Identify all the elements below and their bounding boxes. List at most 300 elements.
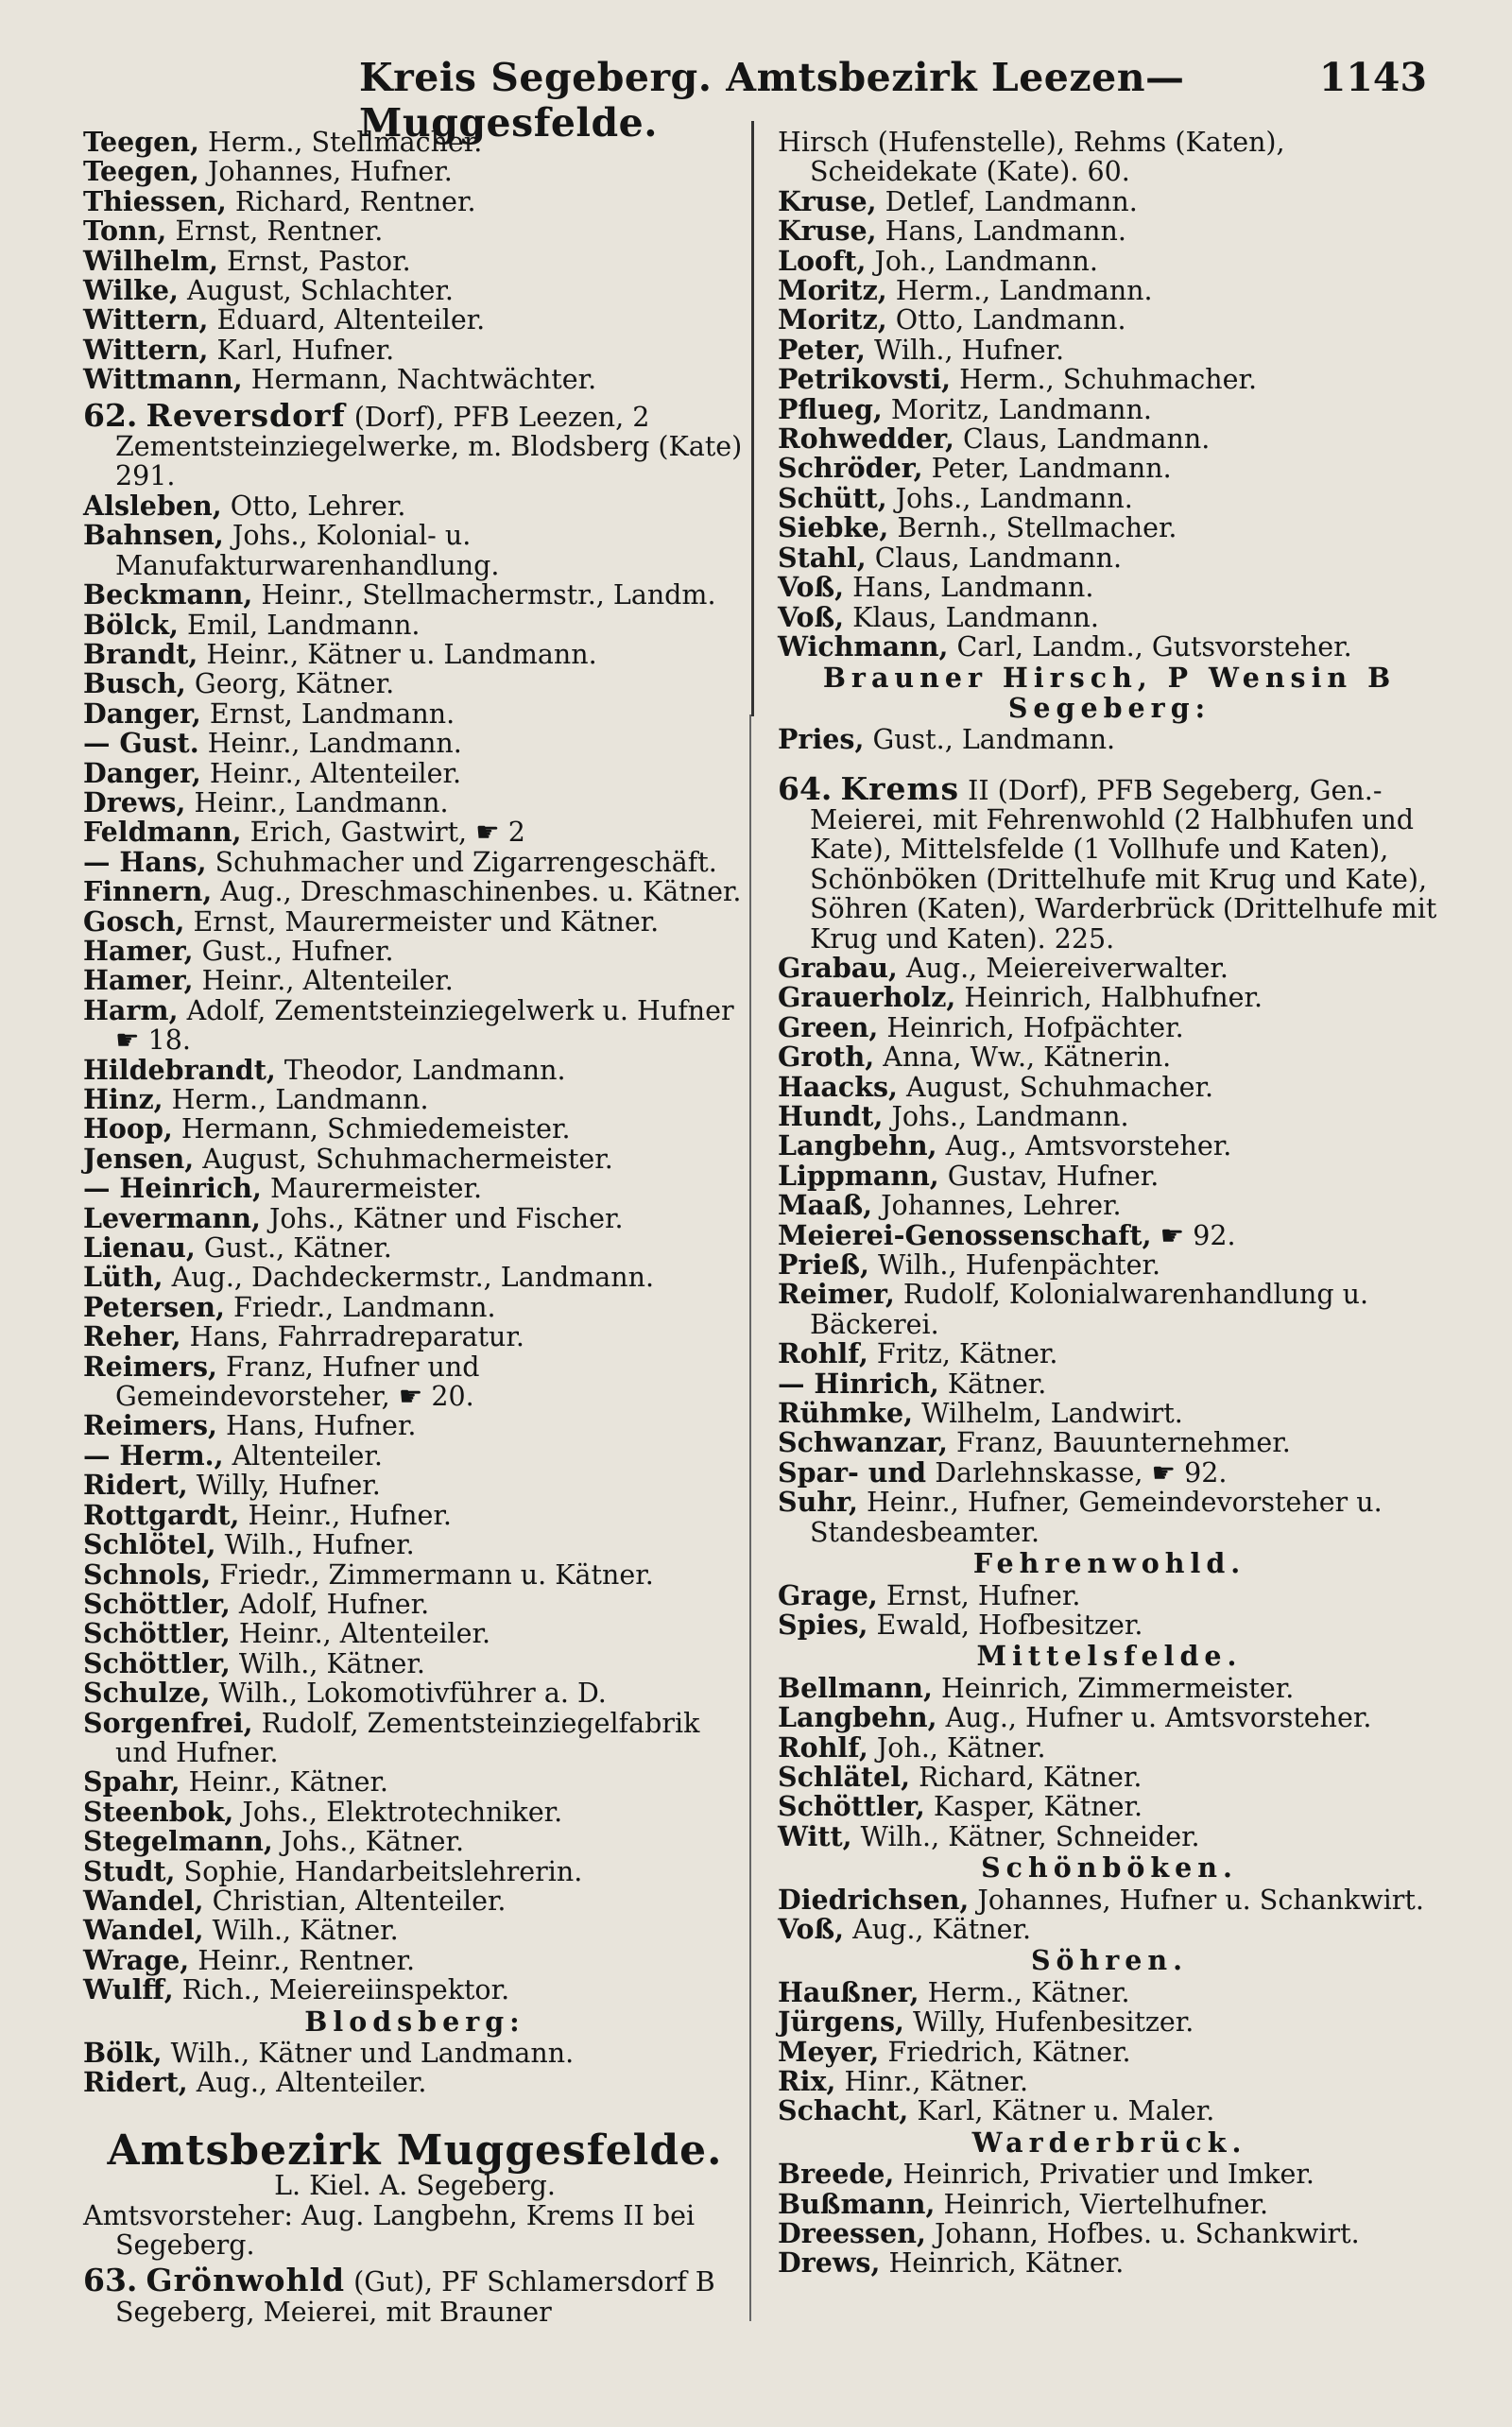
column-rule-lower	[749, 714, 751, 2321]
directory-entry	[83, 128, 747, 157]
entry-occupation: Claus, Landmann.	[874, 542, 1123, 574]
entry-name: Feldmann,	[83, 816, 242, 849]
entry-name: Schöttler,	[778, 1790, 925, 1823]
entry-name: Rohwedder,	[778, 422, 954, 456]
directory-entry	[778, 1339, 1441, 1368]
directory-entry	[83, 934, 747, 967]
directory-entry	[83, 1290, 747, 1323]
entry-name: Ridert,	[83, 1469, 188, 1502]
directory-entry	[778, 1399, 1441, 1428]
entry-occupation: Karl, Kätner u. Maler.	[917, 2095, 1215, 2127]
entry-name: Bölk,	[83, 2037, 163, 2069]
entry-list-soehren	[778, 1975, 1441, 2127]
directory-entry	[83, 1411, 747, 1440]
entry-name: Siebke,	[778, 511, 889, 544]
directory-entry	[778, 2067, 1441, 2096]
directory-entry	[83, 1233, 747, 1263]
directory-entry	[778, 2219, 1441, 2248]
entry-name: Peter,	[778, 333, 866, 366]
entry-name: Levermann,	[83, 1201, 261, 1234]
entry-name: Grauerholz,	[778, 981, 956, 1014]
entry-occupation: Aug., Meiereiverwalter.	[905, 952, 1228, 984]
directory-entry	[778, 1578, 1441, 1611]
directory-entry	[83, 785, 747, 818]
directory-entry	[778, 1010, 1441, 1043]
entry-name: Teegen,	[83, 155, 199, 188]
entry-occupation: Herm., Kätner.	[927, 1976, 1130, 2008]
entry-occupation: Wilh., Lokomotivführer a. D.	[218, 1678, 607, 1710]
entry-occupation: Johs., Landmann.	[891, 1101, 1129, 1132]
directory-entry	[778, 2007, 1441, 2037]
entry-occupation: Heinr., Hufner.	[248, 1499, 452, 1531]
entry-occupation: Adolf, Hufner.	[238, 1588, 430, 1620]
directory-entry	[83, 184, 747, 217]
entry-name: Schnols,	[83, 1558, 212, 1591]
entry-occupation: Erich, Gastwirt, ☛ 2	[249, 817, 525, 849]
entry-name: Jürgens,	[778, 2005, 904, 2039]
directory-entry	[83, 756, 747, 789]
entry-name: Petrikovsti,	[778, 363, 952, 396]
entry-name: Wichmann,	[778, 629, 949, 663]
directory-entry	[83, 993, 747, 1057]
running-title: Kreis Segeberg. Amtsbezirk Leezen—Muggesfelde.	[359, 55, 1185, 146]
entry-name: Schwanzar,	[778, 1426, 948, 1459]
entry-occupation: Gust., Landmann.	[872, 724, 1116, 756]
directory-entry	[778, 216, 1441, 246]
entry-occupation: Wilh., Kätner und Landmann.	[170, 2038, 575, 2069]
entry-name: Voß,	[778, 1912, 845, 1945]
entry-occupation: Heinr., Landmann.	[207, 728, 462, 760]
entry-occupation: Kätner.	[947, 1368, 1047, 1400]
entry-name: Voß,	[778, 600, 845, 633]
page-number: 1143	[1318, 55, 1427, 100]
entry-occupation: Heinrich, Zimmermeister.	[940, 1672, 1295, 1704]
entry-name: Bußmann,	[778, 2187, 936, 2220]
subsection-title-brauner-hirsch: Brauner Hirsch, P Wensin B Segeberg:	[822, 662, 1397, 724]
entry-name: — Hans,	[83, 845, 207, 878]
entry-name: Hildebrandt,	[83, 1053, 276, 1086]
directory-entry	[778, 951, 1441, 984]
entry-name: Bahnsen,	[83, 519, 224, 552]
entry-occupation: Christian, Altenteiler.	[212, 1885, 507, 1917]
entry-occupation: Heinrich, Hofpächter.	[886, 1011, 1184, 1043]
entry-name: Ridert,	[83, 2066, 188, 2099]
directory-entry	[83, 818, 747, 847]
entry-occupation: Wilhelm, Landwirt.	[921, 1398, 1183, 1430]
entry-occupation: Gustav, Hufner.	[947, 1160, 1160, 1192]
entry-occupation: Joh., Kätner.	[876, 1731, 1046, 1764]
entry-name: Danger,	[83, 756, 201, 789]
entry-occupation: Heinrich, Kätner.	[888, 2247, 1125, 2280]
directory-entry	[778, 2160, 1441, 2189]
entry-name: Drews,	[83, 785, 186, 818]
entry-occupation: Aug., Hufner u. Amtsvorsteher.	[945, 1702, 1372, 1734]
entry-name: — Herm.,	[83, 1438, 224, 1472]
entry-name: Teegen,	[83, 126, 199, 158]
entry-name: Rix,	[778, 2065, 836, 2097]
entry-occupation: Richard, Kätner.	[919, 1761, 1143, 1793]
entry-name: Schlätel,	[778, 1760, 910, 1793]
entry-occupation: Ewald, Hofbesitzer.	[876, 1609, 1143, 1641]
entry-occupation: Johs., Elektrotechniker.	[242, 1796, 563, 1828]
entry-name: Steenbok,	[83, 1795, 234, 1828]
directory-entry	[778, 1610, 1441, 1640]
entry-occupation: Theodor, Landmann.	[284, 1054, 566, 1086]
entry-name: Reimers,	[83, 1409, 217, 1442]
directory-entry	[83, 333, 747, 366]
entry-occupation: Bernh., Stellmacher.	[897, 512, 1177, 544]
entry-name: Wandel,	[83, 1914, 204, 1947]
directory-entry	[778, 513, 1441, 542]
entry-name: Diedrichsen,	[778, 1883, 970, 1916]
entry-occupation: Johs., Landmann.	[895, 482, 1133, 514]
entry-name: Wandel,	[83, 1884, 204, 1917]
entry-name: Harm,	[83, 993, 179, 1026]
subsection-title-mittelsfelde: Mittelsfelde.	[976, 1640, 1243, 1673]
directory-entry	[83, 1053, 747, 1086]
subsection-title-fehrenwohld: Fehrenwohld.	[972, 1547, 1246, 1580]
entry-list-mittelsfelde	[778, 1671, 1441, 1852]
entry-occupation: Aug., Kätner.	[852, 1913, 1032, 1945]
directory-entry	[778, 2248, 1441, 2278]
entry-name: Schütt,	[778, 481, 887, 514]
directory-entry	[778, 1760, 1441, 1793]
entry-occupation: Heinr., Altenteiler.	[209, 757, 462, 789]
directory-entry	[778, 1885, 1441, 1915]
entry-name: Green,	[778, 1010, 879, 1043]
entry-name: Langbehn,	[778, 1129, 937, 1162]
amtsbezirk-title: Amtsbezirk Muggesfelde.	[107, 2126, 723, 2175]
entry-name: Wittmann,	[83, 363, 243, 396]
section-63	[83, 2262, 747, 2328]
entry-occupation: Wilh., Kätner.	[238, 1647, 425, 1679]
entry-name: Hundt,	[778, 1100, 884, 1132]
entry-name: Rühmke,	[778, 1397, 914, 1430]
entry-name: Breede,	[778, 2158, 895, 2191]
left-column	[83, 128, 747, 2327]
entry-name: Spar- und	[778, 1455, 927, 1489]
directory-entry	[83, 904, 747, 938]
entry-occupation: Claus, Landmann.	[963, 423, 1211, 456]
entry-occupation: Heinr., Kätner.	[188, 1766, 388, 1799]
directory-entry	[83, 1886, 747, 1916]
directory-entry	[83, 1975, 747, 2005]
entry-name: Langbehn,	[778, 1701, 937, 1734]
entry-list-warderbrueck	[778, 2160, 1441, 2279]
directory-entry	[83, 966, 747, 995]
entry-occupation: Heinr., Rentner.	[198, 1944, 416, 1976]
entry-name: Brandt,	[83, 637, 198, 670]
directory-entry	[83, 1142, 747, 1175]
entry-list-brauner-hirsch	[778, 725, 1441, 754]
entry-list-right-top	[778, 184, 1441, 663]
entry-name: Hamer,	[83, 964, 194, 997]
directory-entry	[83, 1619, 747, 1648]
directory-entry	[778, 305, 1441, 335]
directory-entry	[778, 600, 1441, 633]
directory-entry	[778, 1218, 1441, 1251]
entry-name: Rottgardt,	[83, 1498, 240, 1531]
directory-entry	[778, 1792, 1441, 1821]
entry-occupation: Heinrich, Privatier und Imker.	[902, 2159, 1314, 2191]
directory-entry	[83, 1916, 747, 1945]
entry-name: Grage,	[778, 1578, 878, 1611]
entry-name: Wilhelm,	[83, 244, 218, 277]
entry-list-fehrenwohld	[778, 1578, 1441, 1641]
directory-entry	[778, 2187, 1441, 2220]
entry-name: Stegelmann,	[83, 1825, 273, 1858]
directory-entry	[778, 1159, 1441, 1192]
entry-name: Pries,	[778, 723, 865, 756]
directory-entry	[778, 1912, 1441, 1945]
subsection-title-soehren: Söhren.	[1030, 1944, 1189, 1977]
section-number: 63.	[83, 2262, 138, 2299]
section-63-continued: Hirsch (Hufenstelle), Rehms (Katen), Scheidekate (Kate). 60.	[778, 127, 1285, 188]
entry-occupation: August, Schuhmacher.	[906, 1071, 1214, 1103]
directory-entry	[778, 276, 1441, 305]
section-place: Reversdorf	[146, 396, 346, 434]
entry-name: Gosch,	[83, 904, 185, 938]
entry-name: Sorgenfrei,	[83, 1706, 253, 1739]
entry-name: Schlötel,	[83, 1528, 216, 1561]
entry-occupation: Johannes, Hufner.	[207, 156, 453, 188]
entry-name: Finnern,	[83, 875, 213, 908]
directory-entry	[83, 1530, 747, 1559]
entry-occupation: Franz, Bauunternehmer.	[955, 1427, 1291, 1459]
directory-entry	[83, 699, 747, 729]
directory-entry	[778, 1428, 1441, 1457]
section-place: Grönwohld	[146, 2262, 346, 2299]
directory-entry	[778, 1191, 1441, 1220]
entry-occupation: Richard, Rentner.	[234, 185, 476, 217]
directory-entry	[83, 1174, 747, 1203]
entry-name: Witt,	[778, 1819, 852, 1852]
column-rule	[751, 121, 754, 716]
entry-occupation: Hans, Landmann.	[852, 572, 1094, 604]
entry-list-blodsberg	[83, 2039, 747, 2098]
entry-name: Pflueg,	[778, 392, 883, 425]
entry-occupation: Joh., Landmann.	[874, 245, 1098, 277]
entry-occupation: Aug., Amtsvorsteher.	[945, 1130, 1232, 1162]
directory-entry	[83, 580, 747, 610]
entry-occupation: Heinrich, Viertelhufner.	[943, 2188, 1269, 2220]
entry-name: Wulff,	[83, 1973, 174, 2006]
entry-name: Reimers,	[83, 1350, 217, 1383]
entry-name: Haußner,	[778, 1975, 919, 2008]
entry-name: Reher,	[83, 1320, 181, 1353]
entry-occupation: Friedr., Landmann.	[233, 1291, 496, 1323]
directory-entry	[83, 608, 747, 641]
entry-name: Wrage,	[83, 1943, 190, 1976]
directory-entry	[778, 1730, 1441, 1764]
entry-occupation: Heinr., Kätner u. Landmann.	[206, 638, 597, 670]
directory-entry	[778, 1070, 1441, 1103]
entry-occupation: Hans, Hufner.	[225, 1410, 417, 1442]
directory-entry	[83, 305, 747, 335]
entry-list-schoenboeken	[778, 1885, 1441, 1945]
entry-occupation: Johannes, Lehrer.	[881, 1190, 1122, 1222]
directory-entry	[83, 1322, 747, 1351]
entry-name: — Heinrich,	[83, 1172, 262, 1205]
directory-entry	[778, 2096, 1441, 2126]
entry-name: Petersen,	[83, 1290, 225, 1323]
directory-entry	[778, 983, 1441, 1012]
entry-occupation: Eduard, Altenteiler.	[216, 304, 486, 336]
amtsbezirk-vorsteher: Amtsvorsteher: Aug. Langbehn, Krems II bei Segeberg.	[83, 2199, 696, 2262]
directory-entry	[83, 365, 747, 394]
entry-occupation: Carl, Landm., Gutsvorsteher.	[956, 630, 1352, 663]
entry-name: Voß,	[778, 571, 845, 604]
directory-entry	[83, 1498, 747, 1531]
entry-name: Wittern,	[83, 303, 209, 336]
entry-name: Wilke,	[83, 274, 179, 307]
entry-name: Wittern,	[83, 333, 209, 366]
directory-entry	[83, 216, 747, 246]
directory-entry	[83, 1678, 747, 1708]
entry-occupation: Anna, Ww., Kätnerin.	[883, 1041, 1172, 1074]
entry-name: Danger,	[83, 697, 201, 730]
entry-occupation: Johann, Hofbes. u. Schankwirt.	[934, 2218, 1360, 2250]
entry-occupation: Gust., Kätner.	[203, 1232, 392, 1265]
amtsbezirk-court: L. Kiel. A. Segeberg.	[274, 2170, 556, 2202]
entry-occupation: Moritz, Landmann.	[890, 393, 1152, 425]
section-description: II (Dorf), PFB Segeberg, Gen.-Meierei, mit Fehrenwohld (2 Halbhufen und Kate), Mittelsfelde (1 Vollhufe und Katen), Schönböken (Drittelhufe mit Krug und Kate), Söhren (Katen), Warderbrück (Drittelhufe mit Krug und Katen). 225.	[810, 774, 1437, 955]
entry-occupation: Hermann, Nachtwächter.	[250, 364, 597, 396]
entry-occupation: Detlef, Landmann.	[885, 185, 1138, 217]
entry-name: Schöttler,	[83, 1646, 231, 1679]
directory-entry	[83, 1114, 747, 1144]
entry-occupation: Kasper, Kätner.	[933, 1791, 1143, 1823]
entry-occupation: Hans, Landmann.	[885, 215, 1126, 248]
entry-occupation: Aug., Dachdeckermstr., Landmann.	[171, 1262, 655, 1294]
directory-entry	[778, 1250, 1441, 1280]
entry-name: Moritz,	[778, 274, 887, 307]
entry-name: Schöttler,	[83, 1587, 231, 1620]
section-64	[778, 769, 1441, 955]
directory-entry	[778, 481, 1441, 514]
section-description: (Dorf), PFB Leezen, 2 Zementsteinziegelwerke, m. Blodsberg (Kate) 291.	[115, 401, 743, 492]
section-62	[83, 396, 747, 492]
entry-name: Spahr,	[83, 1765, 180, 1799]
entry-occupation: Emil, Landmann.	[187, 609, 421, 641]
entry-name: Spies,	[778, 1608, 868, 1641]
entry-name: Lienau,	[83, 1231, 196, 1265]
entry-occupation: Johannes, Hufner u. Schankwirt.	[977, 1884, 1424, 1916]
directory-entry	[778, 1488, 1441, 1547]
directory-entry	[778, 1703, 1441, 1732]
entry-name: Meierei-Genossenschaft,	[778, 1218, 1152, 1251]
directory-entry	[83, 1827, 747, 1856]
directory-entry	[83, 1471, 747, 1500]
directory-entry	[778, 365, 1441, 394]
directory-entry	[83, 491, 747, 521]
directory-entry	[778, 2035, 1441, 2068]
directory-entry	[778, 1102, 1441, 1131]
entry-name: Beckmann,	[83, 578, 253, 611]
entry-name: Maaß,	[778, 1189, 873, 1222]
entry-occupation: Sophie, Handarbeitslehrerin.	[183, 1855, 583, 1887]
directory-entry	[83, 1263, 747, 1292]
entry-occupation: Heinr., Landmann.	[194, 786, 449, 818]
directory-entry	[83, 637, 747, 670]
entry-name: Hinz,	[83, 1083, 163, 1115]
entry-occupation: Wilh., Hufner.	[874, 334, 1065, 366]
entry-name: Busch,	[83, 667, 186, 700]
entry-name: — Gust.	[83, 727, 199, 760]
entry-occupation: Ernst, Hufner.	[885, 1579, 1081, 1611]
directory-entry	[83, 1560, 747, 1590]
entry-name: Grabau,	[778, 951, 898, 984]
entry-name: Groth,	[778, 1041, 875, 1074]
directory-entry	[778, 1671, 1441, 1704]
entry-name: Drews,	[778, 2246, 881, 2280]
entry-occupation: Aug., Altenteiler.	[196, 2067, 427, 2099]
directory-entry	[83, 1795, 747, 1828]
entry-name: Alsleben,	[83, 489, 222, 522]
directory-entry	[778, 1280, 1441, 1339]
entry-occupation: Herm., Schuhmacher.	[959, 364, 1258, 396]
entry-occupation: Wilh., Hufner.	[224, 1529, 415, 1561]
directory-entry	[83, 1767, 747, 1797]
directory-entry	[778, 244, 1441, 277]
subsection-title-warderbrueck: Warderbrück.	[971, 2126, 1247, 2159]
entry-occupation: Hinr., Kätner.	[844, 2066, 1029, 2097]
entry-occupation: Ernst, Maurermeister und Kätner.	[193, 905, 660, 938]
directory-entry	[778, 333, 1441, 366]
entry-occupation: Wilh., Hufenpächter.	[878, 1249, 1161, 1282]
entry-occupation: Johs., Kätner.	[281, 1826, 465, 1858]
entry-occupation: Fritz, Kätner.	[876, 1338, 1058, 1370]
spacer	[778, 755, 1441, 768]
directory-entry	[83, 1201, 747, 1234]
entry-name: — Hinrich,	[778, 1367, 939, 1400]
entry-occupation: Johs., Kolonial- u. Manufakturwarenhandlung.	[115, 520, 500, 581]
entry-occupation: Wilh., Kätner, Schneider.	[860, 1820, 1200, 1852]
entry-occupation: Willy, Hufenbesitzer.	[913, 2006, 1194, 2039]
directory-entry	[83, 2039, 747, 2068]
entry-name: Schöttler,	[83, 1617, 231, 1650]
entry-name: Reimer,	[778, 1278, 895, 1311]
entry-list-left-top	[83, 128, 747, 395]
entry-occupation: Hermann, Schmiedemeister.	[180, 1113, 571, 1145]
entry-occupation: Ernst, Rentner.	[175, 215, 384, 248]
directory-entry	[83, 521, 747, 580]
entry-occupation: Herm., Landmann.	[171, 1084, 429, 1115]
directory-entry	[83, 877, 747, 906]
entry-name: Dreessen,	[778, 2217, 926, 2250]
entry-name: Lippmann,	[778, 1159, 939, 1192]
entry-occupation: Heinr., Altenteiler.	[238, 1618, 491, 1650]
directory-entry	[83, 244, 747, 277]
entry-name: Kruse,	[778, 184, 877, 217]
entry-name: Tonn,	[83, 215, 167, 248]
entry-occupation: Friedrich, Kätner.	[887, 2036, 1131, 2068]
directory-entry	[778, 725, 1441, 754]
directory-entry	[778, 629, 1441, 663]
entry-occupation: Klaus, Landmann.	[852, 601, 1099, 633]
entry-name: Moritz,	[778, 303, 887, 336]
entry-occupation: Franz, Hufner und Gemeindevorsteher, ☛ 20.	[115, 1351, 480, 1413]
directory-entry	[83, 276, 747, 305]
entry-occupation: Rudolf, Zementsteinziegelfabrik und Hufner.	[115, 1707, 700, 1768]
entry-occupation: Adolf, Zementsteinziegelwerk u. Hufner ☛ 18.	[115, 994, 734, 1057]
entry-occupation: Hans, Fahrradreparatur.	[189, 1321, 524, 1353]
entry-name: Prieß,	[778, 1248, 869, 1282]
directory-entry	[778, 184, 1441, 217]
entry-occupation: August, Schlachter.	[187, 275, 454, 307]
directory-entry	[778, 1455, 1441, 1489]
directory-entry	[83, 845, 747, 878]
